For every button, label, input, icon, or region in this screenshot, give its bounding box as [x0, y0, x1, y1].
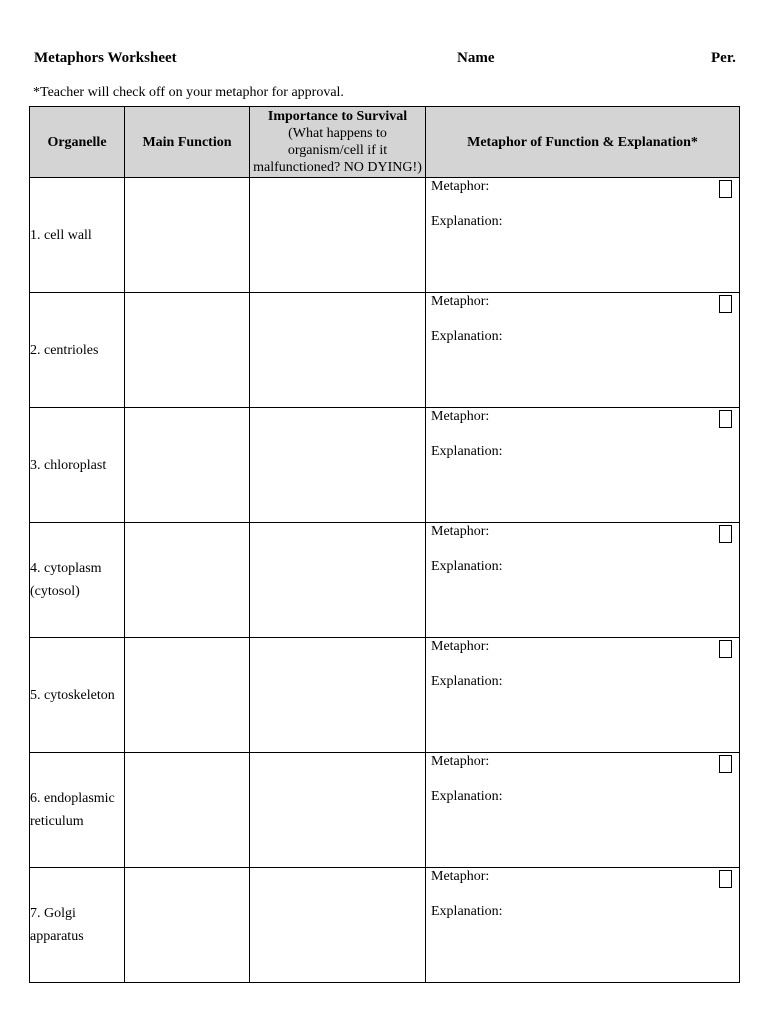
table-row — [30, 178, 740, 293]
explanation-label: Explanation: — [431, 329, 503, 344]
column-header-importance — [250, 107, 426, 178]
explanation-label: Explanation: — [431, 559, 503, 574]
approval-checkbox[interactable] — [719, 640, 732, 658]
metaphor-label: Metaphor: — [431, 409, 490, 424]
column-header-organelle: Organelle — [30, 107, 125, 178]
approval-checkbox[interactable] — [719, 180, 732, 198]
approval-checkbox[interactable] — [719, 295, 732, 313]
metaphor-cell[interactable] — [426, 868, 740, 983]
importance-header-bold: Importance to Survival — [267, 109, 408, 124]
main-function-cell[interactable] — [125, 408, 250, 523]
importance-cell[interactable] — [250, 408, 426, 523]
metaphor-cell[interactable] — [426, 638, 740, 753]
importance-cell[interactable] — [250, 868, 426, 983]
main-function-cell[interactable] — [125, 868, 250, 983]
metaphor-label: Metaphor: — [431, 639, 490, 654]
main-function-cell[interactable] — [125, 753, 250, 868]
column-header-metaphor: Metaphor of Function & Explanation* — [426, 107, 740, 178]
metaphor-label: Metaphor: — [431, 179, 490, 194]
organelle-cell: 3. chloroplast — [30, 408, 125, 523]
table-row — [30, 753, 740, 868]
table-row — [30, 408, 740, 523]
worksheet-table — [29, 106, 740, 983]
organelle-cell: 5. cytoskeleton — [30, 638, 125, 753]
approval-checkbox[interactable] — [719, 755, 732, 773]
organelle-cell: 2. centrioles — [30, 293, 125, 408]
metaphor-cell[interactable] — [426, 523, 740, 638]
organelle-cell: 6. endoplasmic reticulum — [30, 753, 125, 868]
importance-header-detail: (What happens to organism/cell if it malfunctioned? NO DYING!) — [253, 126, 422, 175]
explanation-label: Explanation: — [431, 444, 503, 459]
main-function-cell[interactable] — [125, 178, 250, 293]
metaphor-cell[interactable] — [426, 293, 740, 408]
importance-cell[interactable] — [250, 523, 426, 638]
metaphor-label: Metaphor: — [431, 754, 490, 769]
explanation-label: Explanation: — [431, 904, 503, 919]
table-header-row — [30, 107, 740, 178]
main-function-cell[interactable] — [125, 523, 250, 638]
metaphor-cell[interactable] — [426, 753, 740, 868]
importance-cell[interactable] — [250, 293, 426, 408]
metaphor-cell[interactable] — [426, 178, 740, 293]
column-header-main-function: Main Function — [125, 107, 250, 178]
main-function-cell[interactable] — [125, 293, 250, 408]
main-function-cell[interactable] — [125, 638, 250, 753]
metaphor-label: Metaphor: — [431, 294, 490, 309]
explanation-label: Explanation: — [431, 214, 503, 229]
organelle-cell: 4. cytoplasm (cytosol) — [30, 523, 125, 638]
metaphor-label: Metaphor: — [431, 524, 490, 539]
teacher-note: *Teacher will check off on your metaphor for approval. — [33, 85, 344, 100]
explanation-label: Explanation: — [431, 674, 503, 689]
worksheet-title: Metaphors Worksheet — [34, 50, 177, 66]
period-label: Per. — [711, 50, 736, 66]
importance-cell[interactable] — [250, 178, 426, 293]
approval-checkbox[interactable] — [719, 525, 732, 543]
table-row — [30, 523, 740, 638]
approval-checkbox[interactable] — [719, 410, 732, 428]
importance-cell[interactable] — [250, 638, 426, 753]
table-row — [30, 638, 740, 753]
organelle-cell: 1. cell wall — [30, 178, 125, 293]
metaphor-label: Metaphor: — [431, 869, 490, 884]
importance-cell[interactable] — [250, 753, 426, 868]
explanation-label: Explanation: — [431, 789, 503, 804]
table-row — [30, 293, 740, 408]
worksheet-header — [0, 50, 768, 70]
name-label: Name — [457, 50, 495, 66]
metaphor-cell[interactable] — [426, 408, 740, 523]
organelle-cell: 7. Golgi apparatus — [30, 868, 125, 983]
approval-checkbox[interactable] — [719, 870, 732, 888]
table-row — [30, 868, 740, 983]
